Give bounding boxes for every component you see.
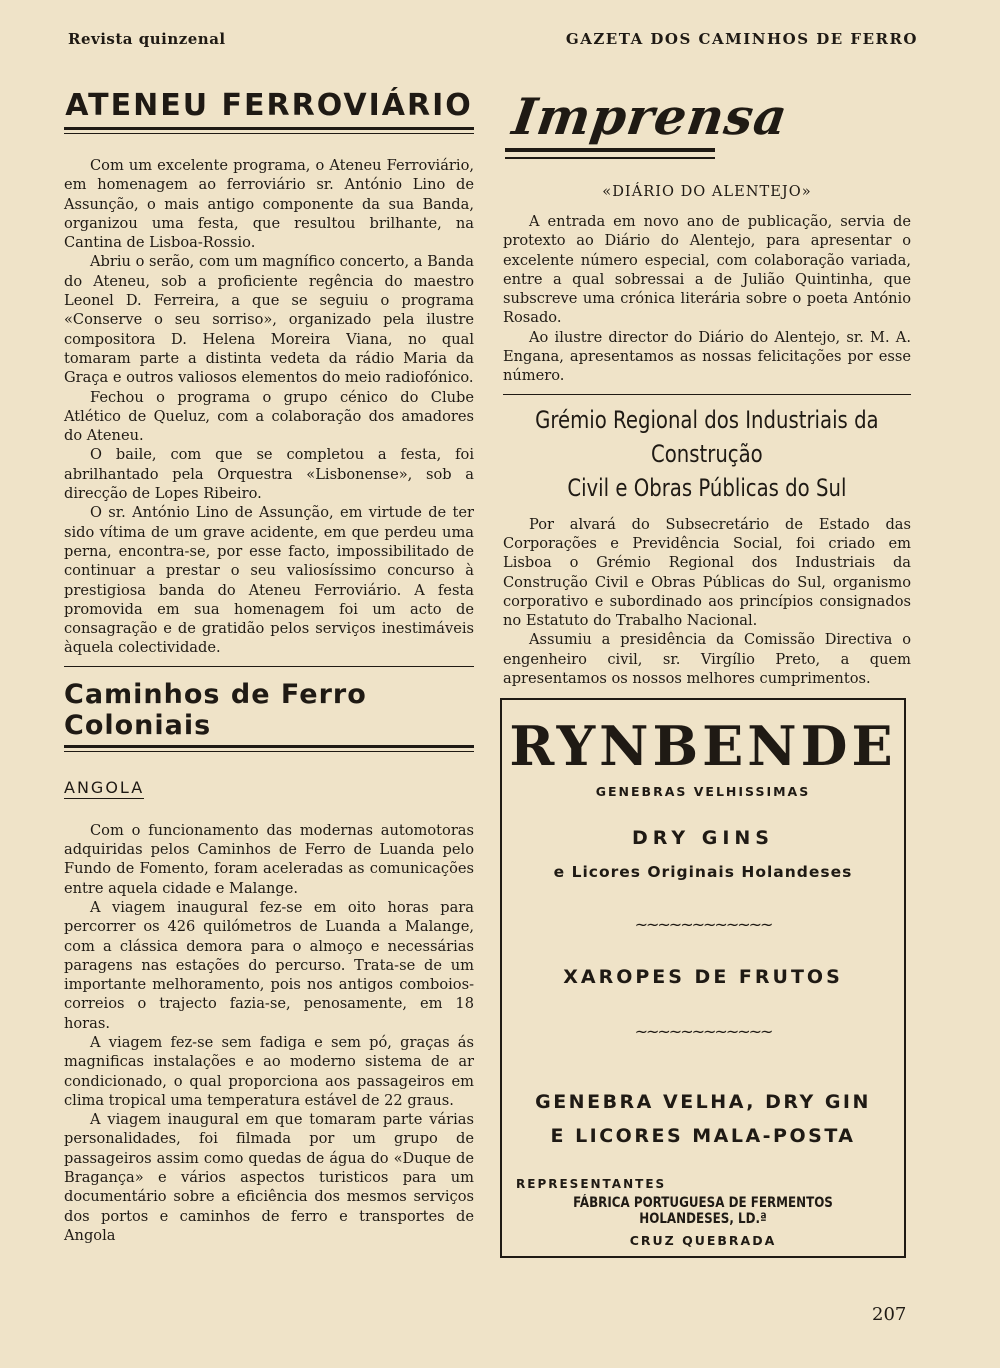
coloniais-title-rule-thin (64, 751, 474, 752)
header-right: GAZETA DOS CAMINHOS DE FERRO (565, 30, 918, 48)
ateneu-paragraph: Com um excelente programa, o Ateneu Ferroviário, em homenagem ao ferroviário sr. António Lino de Assunção, o mais antigo componente da sua Banda, organizou uma festa, que resultou brilhante, na Cantina de Lisboa-Rossio. (64, 157, 474, 252)
ad-genebra (502, 1085, 904, 1153)
ad-fabrica: FÁBRICA PORTUGUESA DE FERMENTOS HOLANDESES, LD.ª (573, 1195, 833, 1227)
ad-brand: RYNBENDE (509, 714, 897, 778)
ad-cruz-quebrada: CRUZ QUEBRADA (629, 1233, 777, 1248)
ad-xaropes: XAROPES DE FRUTOS (563, 966, 843, 988)
ateneu-paragraph: Abriu o serão, com um magnífico concerto, a Banda do Ateneu, sob a proficiente regência do maestro Leonel D. Ferreira, a que se seguiu o programa «Conserve o seu sorriso», organizado pela ilustre compositora D. Helena Moreira Viana, no qual tomaram parte a distinta vedeta da rádio Maria da Graça e outros valiosos elementos do meio radiofónico. (64, 253, 474, 387)
rynbende-advertisement (500, 698, 906, 1258)
gremio-paragraph: Por alvará do Subsecretário de Estado das Corporações e Previdência Social, foi criado em Lisboa o Grémio Regional dos Industriais da Construção Civil e Obras Públicas do Sul, organismo corporativo e subordinado aos princípios consignados no Estatuto do Trabalho Nacional. (503, 515, 911, 630)
ad-ornament-2: ~~~~~~~~~~~~ (634, 1022, 772, 1041)
angola-subtitle: ANGOLA (64, 777, 145, 797)
page-number: 207 (872, 1304, 907, 1325)
imprensa-rules (505, 144, 715, 159)
section-divider (503, 394, 911, 395)
gremio-title (503, 403, 911, 505)
ad-genebra-line2: E LICORES MALA-POSTA (550, 1125, 856, 1147)
imprensa-paragraph: A entrada em novo ano de publicação, servia de protexto ao Diário do Alentejo, para apresentar o excelente número especial, com colaboração variada, entre a qual sobressai a de Julião Quintinha, que subscreve uma crónica literária sobre o poeta António Rosado. (503, 213, 911, 327)
imprensa-paragraph: Ao ilustre director do Diário do Alentejo, sr. M. A. Engana, apresentamos as nossas felicitações por esse número. (503, 328, 911, 385)
ateneu-paragraph: O sr. António Lino de Assunção, em virtude de ter sido vítima de um grave acidente, em que perdeu uma perna, encontra-se, por esse facto, impossibilitado de continuar a prestar o seu valiosíssimo concurso à prestigiosa banda do Ateneu Ferroviário. A festa promovida em sua homenagem foi um acto de consagração e de gratidão pelos serviços inestimáveis àquela colectividade. (64, 504, 474, 657)
gremio-paragraph: Assumiu a presidência da Comissão Directiva o engenheiro civil, sr. Virgílio Preto, a quem apresentamos os nossos melhores cumprimentos. (503, 631, 911, 688)
section-divider (64, 666, 474, 667)
coloniais-paragraph: Com o funcionamento das modernas automotoras adquiridas pelos Caminhos de Ferro de Luanda pelo Fundo de Fomento, foram aceleradas as comunicações entre aquela cidade e Malange. (64, 821, 474, 897)
ateneu-paragraph: O baile, com que se completou a festa, foi abrilhantado pela Orquestra «Lisbonense», sob a direcção de Lopes Ribeiro. (64, 446, 474, 503)
coloniais-section (64, 679, 474, 1246)
imprensa-section (503, 87, 911, 386)
coloniais-paragraph: A viagem inaugural em que tomaram parte várias personalidades, foi filmada por um grupo de passageiros assim como quedas de água do «Duque de Bragança» e vários aspectos turisticos para um documentário sobre a eficiência dos mesmos serviços dos portos e caminhos de ferro e transportes de Angola (64, 1111, 474, 1244)
header-left: Revista quinzenal (68, 30, 226, 48)
ad-tagline: GENEBRAS VELHISSIMAS (595, 784, 811, 799)
gremio-title-line2: Civil e Obras Públicas do Sul (567, 473, 847, 502)
imprensa-title: Imprensa (508, 87, 792, 146)
coloniais-title: Caminhos de Ferro Coloniais (64, 678, 367, 741)
ateneu-section (64, 88, 474, 658)
ad-licores: e Licores Originais Holandeses (553, 863, 853, 881)
right-column (503, 87, 911, 688)
gremio-section (503, 403, 911, 689)
ad-dry-gins: DRY GINS (632, 827, 774, 849)
ad-representantes: REPRESENTANTES (516, 1177, 667, 1191)
ad-ornament: ~~~~~~~~~~~~ (634, 915, 772, 934)
ateneu-paragraph: Fechou o programa o grupo cénico do Clube Atlético de Queluz, com a colaboração dos amadores do Ateneu. (64, 388, 474, 445)
coloniais-title-rule (64, 745, 474, 748)
ateneu-title-rule (64, 127, 474, 130)
imprensa-subtitle: «DIÁRIO DO ALENTEJO» (602, 183, 812, 200)
coloniais-paragraph: A viagem inaugural fez-se em oito horas para percorrer os 426 quilómetros de Luanda a Malange, com a clássica demora para o almoço e necessárias paragens nas estações do percurso. Trata-se de um importante melhoramento, pois nos antigos comboios-correios o trajecto fazia-se, penosamente, em 18 horas. (64, 898, 474, 1032)
ad-genebra-line1: GENEBRA VELHA, DRY GIN (535, 1091, 871, 1113)
ateneu-title: ATENEU FERROVIÁRIO (65, 88, 473, 123)
gremio-title-line1: Grémio Regional dos Industriais da Construção (535, 405, 879, 468)
left-column (64, 88, 474, 1245)
coloniais-paragraph: A viagem fez-se sem fadiga e sem pó, graças ás magnificas instalações e ao moderno sistema de ar condicionado, o qual proporciona aos passageiros em clima tropical uma temperatura estável de 22 graus. (64, 1033, 474, 1109)
